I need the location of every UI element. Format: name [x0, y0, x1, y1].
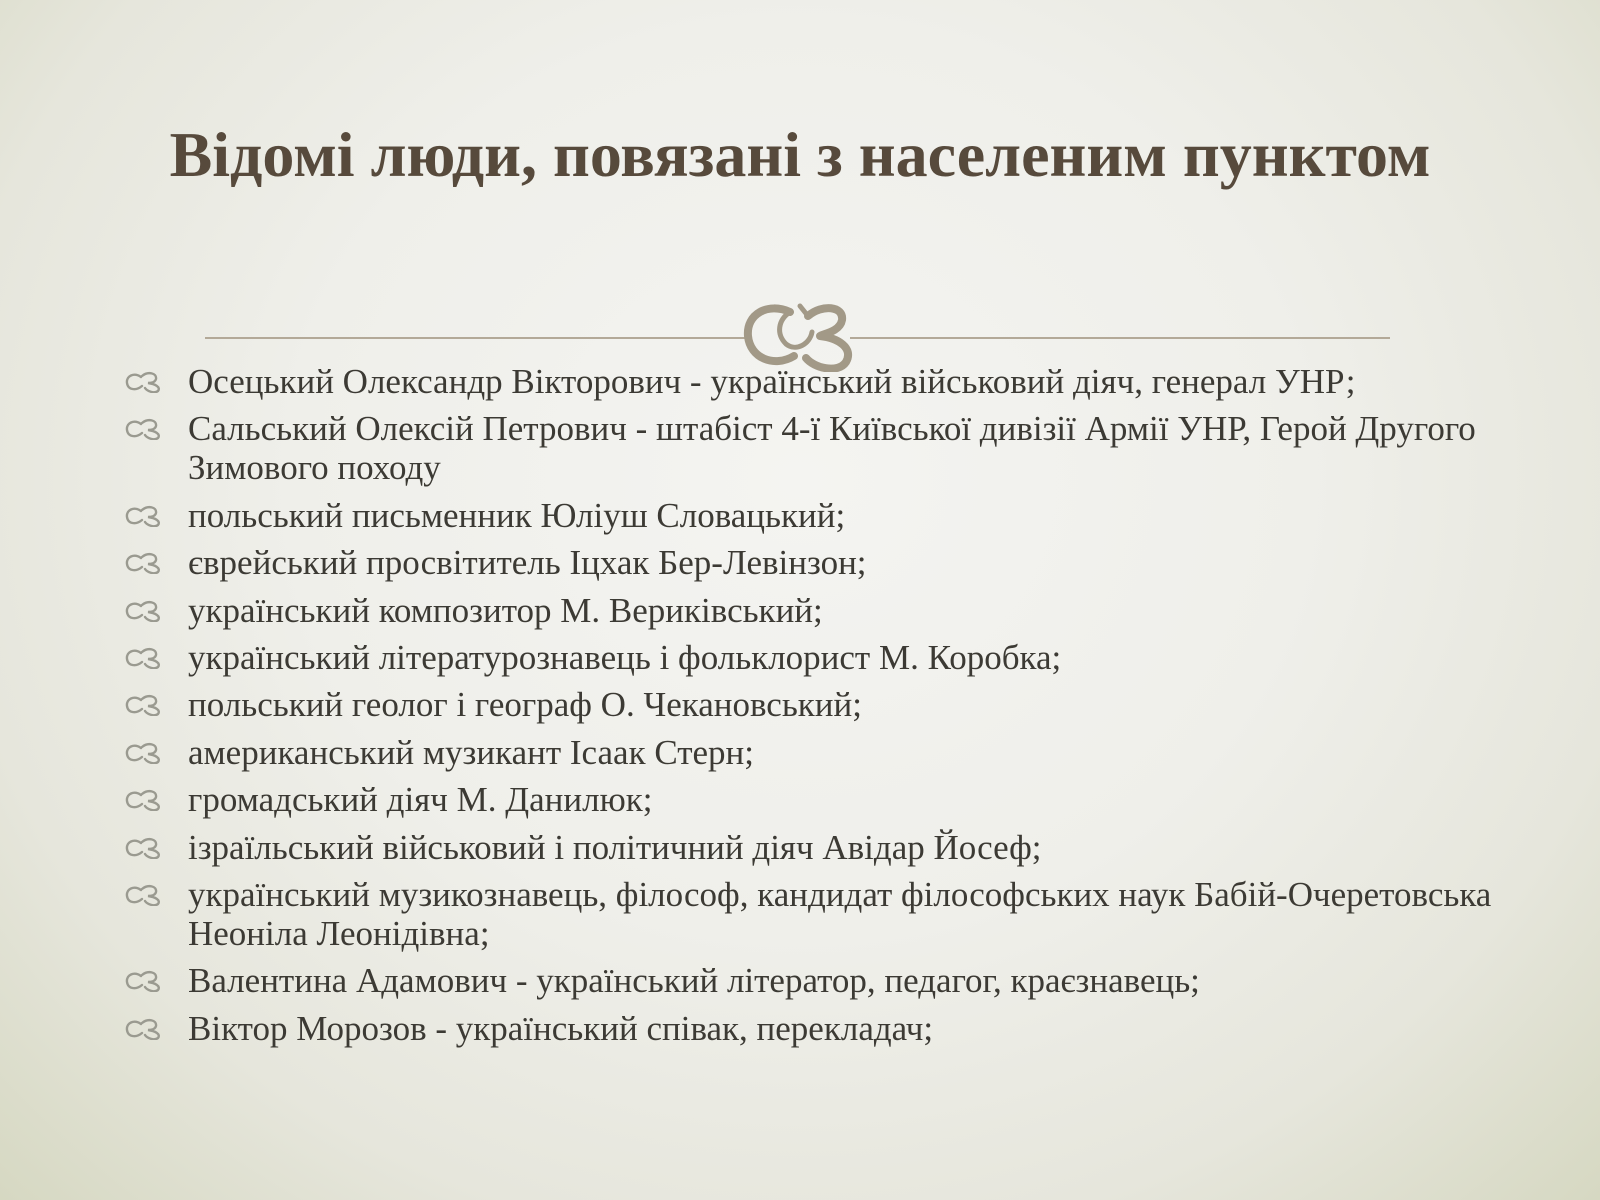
ornate-bullet-icon [124, 600, 164, 622]
ornate-bullet-icon [124, 647, 164, 669]
list-item-text: ізраїльський військовий і політичний діяч Авідар Йосеф; [188, 827, 1042, 867]
ornate-bullet-icon [124, 418, 164, 440]
list-item [120, 1009, 1540, 1048]
list-item [120, 496, 1540, 535]
list-item [120, 780, 1540, 819]
title-divider-right [850, 337, 1390, 339]
list-item [120, 543, 1540, 582]
decorative-flourish-icon [742, 298, 860, 372]
ornate-bullet-icon [124, 837, 164, 859]
list-item [120, 961, 1540, 1000]
list-item [120, 638, 1540, 677]
list-item-text: громадський діяч М. Данилюк; [188, 780, 653, 820]
title-divider-left [205, 337, 750, 339]
list-item-text: єврейський просвітитель Іцхак Бер-Левінзон; [188, 543, 867, 583]
list-item [120, 685, 1540, 724]
list-item-text: американський музикант Ісаак Стерн; [188, 732, 754, 772]
ornate-bullet-icon [124, 742, 164, 764]
slide-title: Відомі люди, повязані з населеним пунктом [169, 119, 1431, 190]
people-list [120, 362, 1540, 1056]
ornate-bullet-icon [124, 371, 164, 393]
ornate-bullet-icon [124, 789, 164, 811]
list-item [120, 828, 1540, 867]
list-item [120, 409, 1540, 487]
list-item [120, 591, 1540, 630]
ornate-bullet-icon [124, 970, 164, 992]
list-item-text: польський геолог і географ О. Чекановський; [188, 685, 862, 725]
list-item-text: український літературознавець і фольклорист М. Коробка; [188, 637, 1062, 677]
list-item-text: польський письменник Юліуш Словацький; [188, 495, 846, 535]
ornate-bullet-icon [124, 694, 164, 716]
list-item-text: Валентина Адамович - український літератор, педагог, краєзнавець; [188, 961, 1200, 1001]
list-item-text: Віктор Морозов - український співак, перекладач; [188, 1008, 934, 1048]
ornate-bullet-icon [124, 552, 164, 574]
list-item [120, 733, 1540, 772]
list-item [120, 875, 1540, 953]
list-item-text: український композитор М. Вериківський; [188, 590, 823, 630]
ornate-bullet-icon [124, 505, 164, 527]
list-item [120, 362, 1540, 401]
list-item-text: український музикознавець, філософ, кандидат філософських наук Бабій-Очеретовська Неоніла Леонідівна; [188, 874, 1492, 953]
list-item-text: Сальський Олексій Петрович - штабіст 4-ї Київської дивізії Армії УНР, Герой Другого Зимового походу [188, 409, 1476, 488]
ornate-bullet-icon [124, 884, 164, 906]
ornate-bullet-icon [124, 1018, 164, 1040]
list-item-text: Осецький Олександр Вікторович - український військовий діяч, генерал УНР; [188, 362, 1356, 401]
